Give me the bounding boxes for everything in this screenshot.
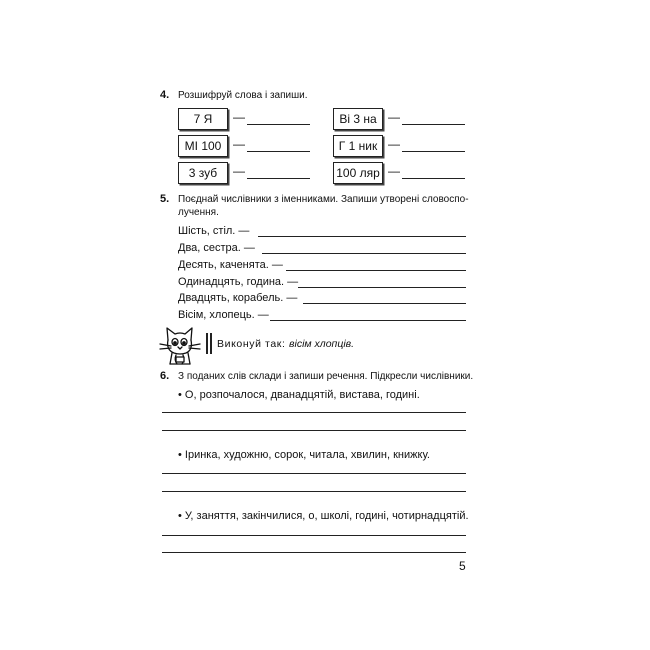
sentence-3: • У, заняття, закінчилися, о, школі, годині, чотирнадцятій. bbox=[178, 510, 469, 522]
phrase-3: Десять, каченята. — bbox=[178, 259, 283, 271]
phrase-6: Вісім, хлопець. — bbox=[178, 309, 269, 321]
puzzle-box-2: Ві 3 на bbox=[333, 108, 383, 130]
task5-number: 5. bbox=[160, 193, 170, 205]
sentence-line-1b bbox=[162, 430, 466, 431]
example-answer: вісім хлопців. bbox=[289, 338, 355, 350]
phrase-answer-line-5 bbox=[303, 303, 466, 304]
puzzle-box-5: 3 зуб bbox=[178, 162, 228, 184]
sentence-line-1a bbox=[162, 412, 466, 413]
sentence-line-3a bbox=[162, 535, 466, 536]
phrase-answer-line-4 bbox=[298, 287, 466, 288]
answer-line-6 bbox=[402, 178, 465, 179]
puzzle-dash-1: — bbox=[233, 110, 245, 124]
puzzle-box-4: Г 1 ник bbox=[333, 135, 383, 157]
phrase-answer-line-1 bbox=[258, 236, 466, 237]
task6-number: 6. bbox=[160, 370, 170, 382]
phrase-4: Одинадцять, година. — bbox=[178, 276, 299, 288]
page-number: 5 bbox=[459, 559, 466, 573]
puzzle-dash-2: — bbox=[388, 110, 400, 124]
task6-instruction: З поданих слів склади і запиши речення. Підкресли числівники. bbox=[178, 371, 474, 382]
answer-line-3 bbox=[247, 151, 310, 152]
answer-line-1 bbox=[247, 124, 310, 125]
answer-line-2 bbox=[402, 124, 465, 125]
phrase-1: Шість, стіл. — bbox=[178, 225, 250, 237]
sentence-line-3b bbox=[162, 552, 466, 553]
task4-instruction: Розшифруй слова і запиши. bbox=[178, 90, 308, 101]
puzzle-dash-3: — bbox=[233, 137, 245, 151]
answer-line-4 bbox=[402, 151, 465, 152]
sentence-1: • О, розпочалося, дванадцятій, вистава, годині. bbox=[178, 389, 420, 401]
example-bar-2 bbox=[210, 333, 212, 354]
phrase-answer-line-6 bbox=[270, 320, 466, 321]
cat-icon bbox=[156, 322, 204, 366]
puzzle-dash-6: — bbox=[388, 164, 400, 178]
sentence-line-2a bbox=[162, 473, 466, 474]
example-label: Виконуй так: bbox=[217, 338, 286, 350]
puzzle-dash-5: — bbox=[233, 164, 245, 178]
puzzle-box-6: 100 ляр bbox=[333, 162, 383, 184]
answer-line-5 bbox=[247, 178, 310, 179]
phrase-answer-line-3 bbox=[286, 270, 466, 271]
task5-instruction-line1: Поєднай числівники з іменниками. Запиши утворені словоспо- bbox=[178, 194, 469, 205]
example-hint bbox=[217, 338, 354, 350]
example-bar-1 bbox=[206, 333, 208, 354]
phrase-2: Два, сестра. — bbox=[178, 242, 255, 254]
task4-number: 4. bbox=[160, 89, 170, 101]
sentence-line-2b bbox=[162, 491, 466, 492]
puzzle-dash-4: — bbox=[388, 137, 400, 151]
puzzle-box-1: 7 Я bbox=[178, 108, 228, 130]
task5-instruction-line2: лучення. bbox=[178, 207, 219, 218]
phrase-5: Двадцять, корабель. — bbox=[178, 292, 298, 304]
phrase-answer-line-2 bbox=[262, 253, 466, 254]
sentence-2: • Іринка, художню, сорок, читала, хвилин, книжку. bbox=[178, 449, 430, 461]
puzzle-box-3: МІ 100 bbox=[178, 135, 228, 157]
